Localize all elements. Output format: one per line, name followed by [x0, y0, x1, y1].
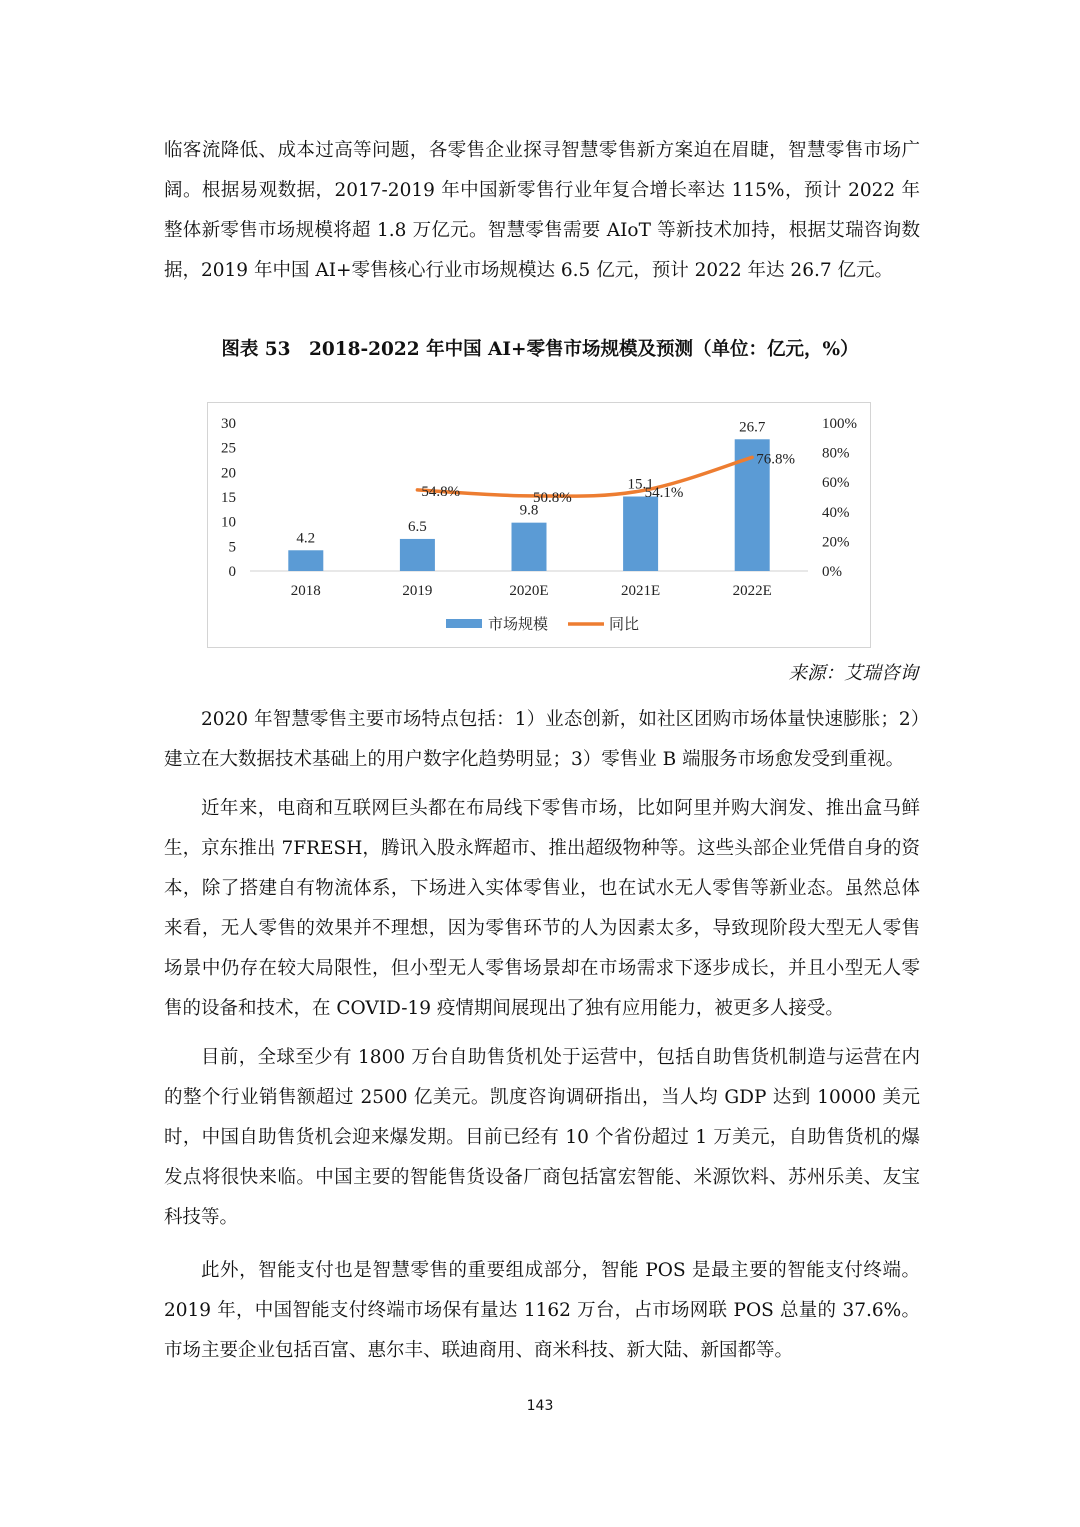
y-right-tick-label: 100% [822, 416, 857, 432]
intro-paragraph: 临客流降低、成本过高等问题，各零售企业探寻智慧零售新方案迫在眉睫，智慧零售市场广阔。根据易观数据，2017-2019 年中国新零售行业年复合增长率达 115%，预计 2022 年整体新零售市场规模将超 1.8 万亿元。智慧零售需要 AIoT 等新技术加持，根据艾瑞咨询数据，2019 年中国 AI+零售核心行业市场规模达 6.5 亿元，预计 2022 年达 26.7 亿元。 [164, 140, 920, 281]
y-right-tick-label: 0% [822, 564, 842, 580]
growth-rate-line [417, 457, 752, 496]
line-data-label: 54.1% [644, 484, 684, 501]
x-tick-label: 2022E [732, 583, 772, 599]
y-left-tick-label: 5 [228, 539, 236, 556]
y-right-tick-label: 20% [822, 534, 850, 551]
bar-data-label: 6.5 [408, 518, 427, 535]
line-data-label: 54.8% [421, 483, 461, 500]
x-tick-label: 2019 [402, 583, 433, 599]
paragraph-smart-payment: 此外，智能支付也是智慧零售的重要组成部分，智能 POS 是最主要的智能支付终端。2019 年，中国智能支付终端市场保有量达 1162 万台，占市场网联 POS 总量的 37.6%。市场主要企业包括百富、惠尔丰、联迪商用、商米科技、新大陆、新国都等。 [164, 1260, 920, 1361]
legend-bar-label: 市场规模 [488, 617, 549, 633]
bar-data-label: 26.7 [739, 419, 766, 436]
paragraph-vending-machines: 目前，全球至少有 1800 万台自助售货机处于运营中，包括自助售货机制造与运营在内的整个行业销售额超过 2500 亿美元。凯度咨询调研指出，当人均 GDP 达到 10000 美元时，中国自助售货机会迎来爆发期。目前已经有 10 个省份超过 1 万美元，自助售货机的爆发点将很快来临。中国主要的智能售货设备厂商包括富宏智能、米源饮料、苏州乐美、友宝科技等。 [164, 1047, 920, 1228]
y-right-tick-label: 80% [822, 445, 850, 462]
legend-line-label: 同比 [609, 617, 640, 633]
x-tick-label: 2021E [621, 583, 661, 599]
bar [400, 539, 435, 571]
bar-data-label: 9.8 [519, 502, 539, 519]
line-data-label: 50.8% [533, 489, 572, 506]
paragraph-online-giants: 近年来，电商和互联网巨头都在布局线下零售市场，比如阿里并购大润发、推出盒马鲜生，京东推出 7FRESH，腾讯入股永辉超市、推出超级物种等。这些头部企业凭借自身的资本，除了搭建自有物流体系，下场进入实体零售业，也在试水无人零售等新业态。虽然总体来看，无人零售的效果并不理想，因为零售环节的人为因素太多，导致现阶段大型无人零售场景中仍存在较大局限性，但小型无人零售场景却在市场需求下逐步成长，并且小型无人零售的设备和技术，在 COVID-19 疫情期间展现出了独有应用能力，被更多人接受。 [164, 798, 920, 1019]
chart-container [207, 402, 871, 648]
paragraph-market-features: 2020 年智慧零售主要市场特点包括：1）业态创新，如社区团购市场体量快速膨胀；2）建立在大数据技术基础上的用户数字化趋势明显；3）零售业 B 端服务市场愈发受到重视。 [164, 709, 920, 770]
market-size-chart [208, 403, 870, 647]
y-right-tick-label: 60% [822, 475, 850, 492]
bar [288, 550, 323, 571]
bar-data-label: 4.2 [296, 530, 316, 547]
y-left-tick-label: 0 [228, 564, 236, 580]
y-left-tick-label: 20 [221, 465, 236, 482]
figure-title: 图表 53 2018-2022 年中国 AI+零售市场规模及预测（单位：亿元，%） [221, 339, 859, 360]
bar [623, 497, 658, 571]
y-right-tick-label: 40% [822, 504, 850, 521]
x-tick-label: 2018 [290, 583, 321, 599]
y-left-tick-label: 30 [221, 416, 236, 432]
x-tick-label: 2020E [509, 583, 549, 599]
y-left-tick-label: 25 [221, 440, 236, 457]
page-number: 143 [526, 1398, 554, 1414]
y-left-tick-label: 15 [221, 490, 236, 506]
line-data-label: 76.8% [756, 451, 795, 468]
legend-bar-swatch [446, 619, 482, 628]
y-left-tick-label: 10 [221, 514, 236, 531]
source-note: 来源：艾瑞咨询 [788, 663, 918, 684]
bar-data-label: 15.1 [627, 476, 654, 493]
bar [512, 523, 547, 571]
